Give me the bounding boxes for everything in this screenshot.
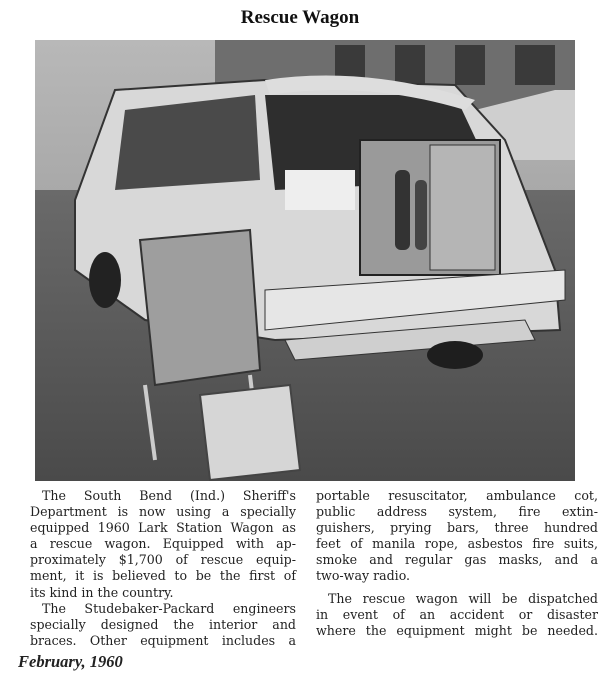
issue-date: February, 1960: [18, 652, 123, 671]
text-line: Department is now using a specially: [30, 504, 296, 520]
text-line: in event of an accident or disaster: [316, 606, 598, 622]
text-line: its kind in the country.: [30, 584, 174, 600]
article-title: Rescue Wagon: [240, 7, 360, 28]
text-line: public address system, fire extin-: [316, 504, 598, 520]
text-line: two-way radio.: [316, 568, 411, 584]
text-line: The South Bend (Ind.) Sheriff's: [42, 488, 296, 503]
text-line: equipped 1960 Lark Station Wagon as: [30, 520, 296, 536]
text-line: ment, it is believed to be the first of: [30, 568, 296, 584]
text-line: guishers, prying bars, three hundred: [316, 520, 598, 536]
text-line: portable resuscitator, ambulance cot,: [316, 488, 598, 503]
text-line: where the equipment might be needed.: [316, 622, 598, 638]
text-line: a rescue wagon. Equipped with ap-: [30, 536, 296, 552]
text-line: feet of manila rope, asbestos fire suits,: [316, 536, 598, 552]
text-line: braces. Other equipment includes a: [30, 632, 296, 648]
text-line: specially designed the interior and: [30, 616, 296, 632]
text-line: smoke and regular gas masks, and a: [316, 552, 598, 568]
left-column: [30, 488, 296, 649]
text-line: The rescue wagon will be dispatched: [328, 590, 598, 606]
rescue-wagon-photo: [35, 40, 575, 481]
text-line: The Studebaker-Packard engineers: [42, 600, 296, 616]
right-column: [316, 488, 598, 639]
text-line: proximately $1,700 of rescue equip-: [30, 552, 296, 568]
